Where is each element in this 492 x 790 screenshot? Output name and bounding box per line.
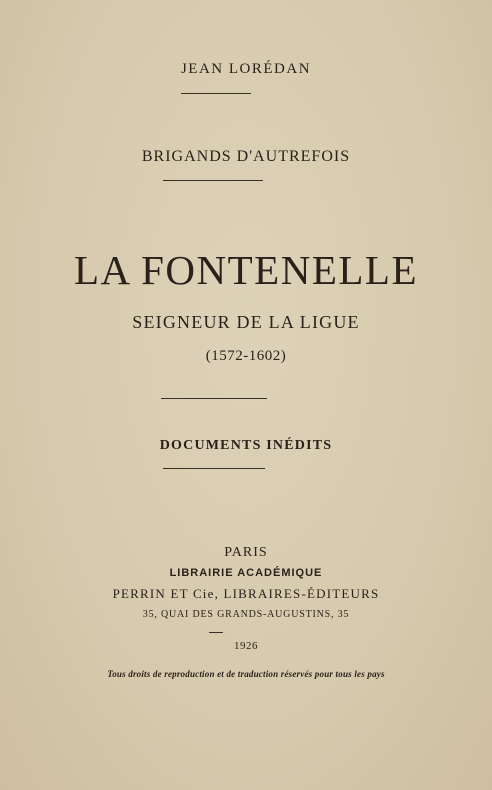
divider-series	[163, 180, 263, 181]
imprint-librairie: LIBRAIRIE ACADÉMIQUE	[169, 567, 323, 579]
divider-documents	[163, 468, 265, 469]
imprint-year: 1926	[234, 640, 258, 652]
author-name: JEAN LORÉDAN	[180, 61, 312, 77]
divider-author	[181, 93, 251, 94]
book-dates: (1572-1602)	[205, 348, 287, 364]
imprint-publisher: PERRIN ET Cie, LIBRAIRES-ÉDITEURS	[112, 586, 380, 601]
book-subtitle: SEIGNEUR DE LA LIGUE	[132, 312, 360, 332]
rights-notice: Tous droits de reproduction et de traduction réservés pour tous les pays	[107, 669, 385, 679]
documents-note: DOCUMENTS INÉDITS	[159, 438, 333, 453]
divider-year	[209, 632, 223, 633]
imprint-address: 35, QUAI DES GRANDS-AUGUSTINS, 35	[142, 609, 350, 620]
book-title: LA FONTENELLE	[73, 247, 419, 293]
imprint-city: PARIS	[224, 545, 268, 560]
divider-dates	[161, 398, 267, 399]
series-title: BRIGANDS D'AUTREFOIS	[141, 148, 351, 165]
